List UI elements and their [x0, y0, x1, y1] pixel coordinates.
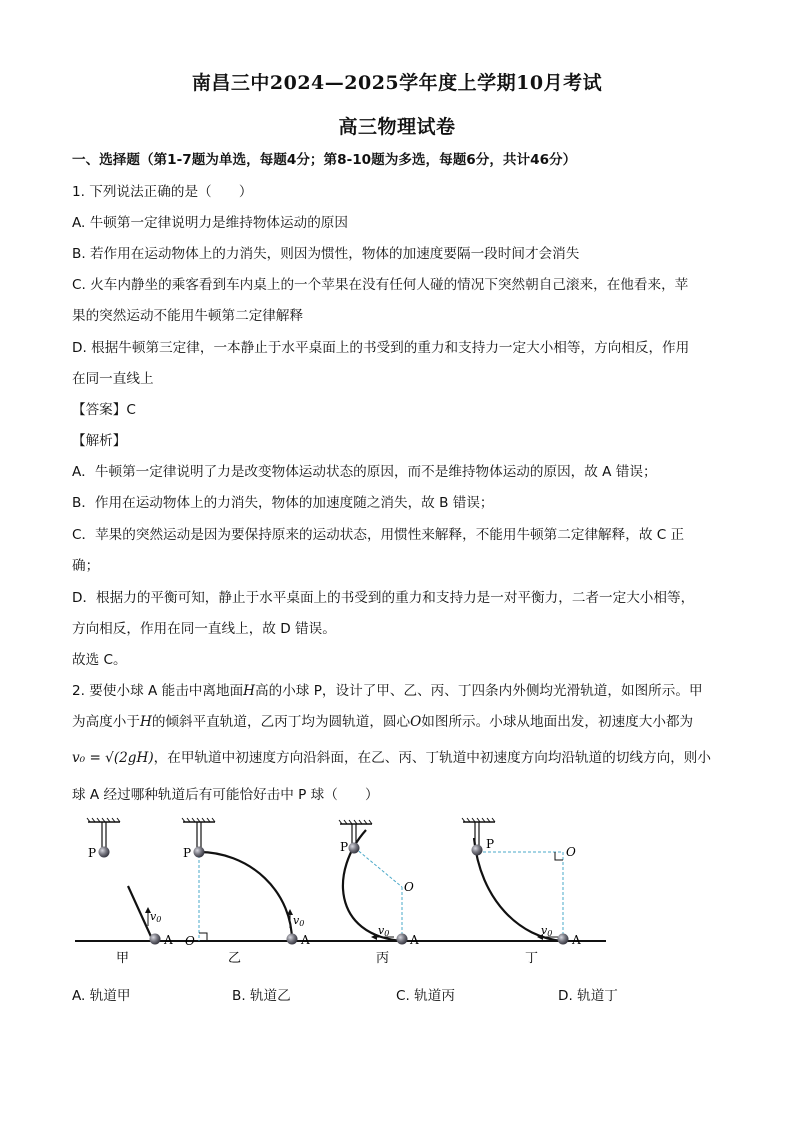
- q1-explain-c-line1: C．苹果的突然运动是因为要保持原来的运动状态，用惯性来解释，不能用牛顿第二定律解释，故 C 正: [72, 527, 685, 543]
- q1-explain-a: A．牛顿第一定律说明了力是改变物体运动状态的原因，而不是维持物体运动的原因，故 A 错误；: [72, 464, 657, 480]
- label-sub0: 0: [156, 915, 162, 924]
- track-jia: [87, 818, 173, 966]
- label-sub0: 0: [299, 919, 305, 928]
- q2-text: 如图所示。小球从地面出发，初速度大小都为: [421, 714, 694, 730]
- label-p: P: [486, 837, 495, 851]
- label-v: v: [378, 924, 385, 937]
- ball-p: [99, 847, 110, 858]
- q1-analysis-label: 【解析】: [72, 433, 127, 449]
- q2-formula: v₀ = √(2gH): [72, 750, 154, 766]
- track-bing: [339, 820, 419, 966]
- q2-var-h: H: [243, 683, 256, 699]
- label-v0: [541, 924, 552, 938]
- q1-conclusion: 故选 C。: [72, 652, 127, 668]
- caption-yi: 乙: [228, 951, 242, 966]
- ball-p: [194, 847, 205, 858]
- label-a: A: [164, 933, 173, 947]
- q1-option-d-line1: D. 根据牛顿第三定律，一本静止于水平桌面上的书受到的重力和支持力一定大小相等，方向相反，作用: [72, 340, 690, 356]
- exam-title: 南昌三中2024—2025学年度上学期10月考试: [191, 72, 603, 94]
- track-yi: [182, 818, 310, 966]
- label-o: O: [185, 934, 195, 948]
- q2-text: ，在甲轨道中初速度方向沿斜面，在乙、丙、丁轨道中初速度方向均沿轨道的切线方向，则小: [153, 750, 711, 766]
- q2-choices: [72, 984, 732, 1004]
- q2-stem-line3: [72, 748, 732, 768]
- caption-jia: 甲: [116, 951, 130, 966]
- label-o: O: [566, 845, 576, 859]
- caption-bing: 丙: [376, 951, 390, 966]
- q2-text: 为高度小于: [72, 714, 140, 730]
- q2-choice-d[interactable]: D. 轨道丁: [558, 988, 618, 1004]
- q1-explain-d-line1: D．根据力的平衡可知，静止于水平桌面上的书受到的重力和支持力是一对平衡力，二者一定大小相等，: [72, 590, 695, 606]
- q2-var-h: H: [139, 714, 152, 730]
- ball-a: [287, 934, 298, 945]
- label-v: v: [293, 914, 300, 927]
- label-v: v: [150, 910, 157, 923]
- ball-a: [397, 934, 408, 945]
- circular-track: [474, 838, 563, 941]
- q1-explain-c-line2: 确；: [72, 558, 100, 574]
- q1-answer: 【答案】C: [72, 402, 136, 418]
- track-ding: [462, 818, 581, 966]
- label-sub0: 0: [384, 929, 390, 938]
- q2-choice-a[interactable]: A. 轨道甲: [72, 988, 131, 1004]
- q1-option-c-line2: 果的突然运动不能用牛顿第二定律解释: [72, 308, 304, 324]
- q1-option-b: B. 若作用在运动物体上的力消失，则因为惯性，物体的加速度要隔一段时间才会消失: [72, 246, 580, 262]
- label-p: P: [340, 840, 349, 854]
- label-v: v: [541, 924, 548, 937]
- label-p: P: [88, 846, 97, 860]
- ball-a: [150, 934, 161, 945]
- right-angle-mark: [199, 933, 207, 941]
- label-v0: [293, 914, 304, 928]
- q2-stem-line4: 球 A 经过哪种轨道后有可能恰好击中 P 球（ ）: [72, 787, 379, 803]
- section-heading: 一、选择题（第1-7题为单选，每题4分；第8-10题为多选，每题6分，共计46分）: [72, 152, 577, 168]
- radius-dashed: [355, 848, 402, 887]
- q1-explain-d-line2: 方向相反，作用在同一直线上，故 D 错误。: [72, 621, 336, 637]
- label-v0: [378, 924, 389, 938]
- ceiling-hanger: [182, 818, 215, 848]
- q1-option-c-line1: C. 火车内静坐的乘客看到车内桌上的一个苹果在没有任何人碰的情况下突然朝自己滚来，在他看来，苹: [72, 277, 689, 293]
- label-a: A: [572, 933, 581, 947]
- label-a: A: [410, 933, 419, 947]
- ball-p: [472, 845, 483, 856]
- label-sub0: 0: [547, 929, 553, 938]
- label-o: O: [404, 880, 414, 894]
- label-a: A: [301, 933, 310, 947]
- q2-choice-c[interactable]: C. 轨道丙: [396, 988, 455, 1004]
- caption-ding: 丁: [525, 951, 539, 966]
- q2-text: 高的小球 P，设计了甲、乙、丙、丁四条内外侧均光滑轨道，如图所示。甲: [255, 683, 703, 699]
- q1-option-d-line2: 在同一直线上: [72, 371, 154, 387]
- q2-stem-line1: [72, 681, 732, 701]
- ball-a: [558, 934, 569, 945]
- right-angle-mark: [555, 852, 563, 860]
- q2-choice-b[interactable]: B. 轨道乙: [232, 988, 291, 1004]
- q2-text: 2. 要使小球 A 能击中离地面: [72, 683, 244, 699]
- exam-subtitle: 高三物理试卷: [338, 116, 456, 138]
- q2-var-o: O: [410, 714, 422, 730]
- ceiling-hanger: [87, 818, 120, 848]
- circular-track: [199, 852, 292, 941]
- q2-stem-line2: [72, 712, 732, 732]
- q1-stem: 1. 下列说法正确的是（ ）: [72, 184, 253, 200]
- q2-text: 的倾斜平直轨道，乙丙丁均为圆轨道，圆心: [151, 714, 411, 730]
- ball-p: [349, 843, 360, 854]
- track-figure: [0, 810, 794, 970]
- q1-option-a: A. 牛顿第一定律说明力是维持物体运动的原因: [72, 215, 348, 231]
- q1-explain-b: B．作用在运动物体上的力消失，物体的加速度随之消失，故 B 错误；: [72, 495, 494, 511]
- label-v0: [150, 910, 161, 924]
- label-p: P: [183, 846, 192, 860]
